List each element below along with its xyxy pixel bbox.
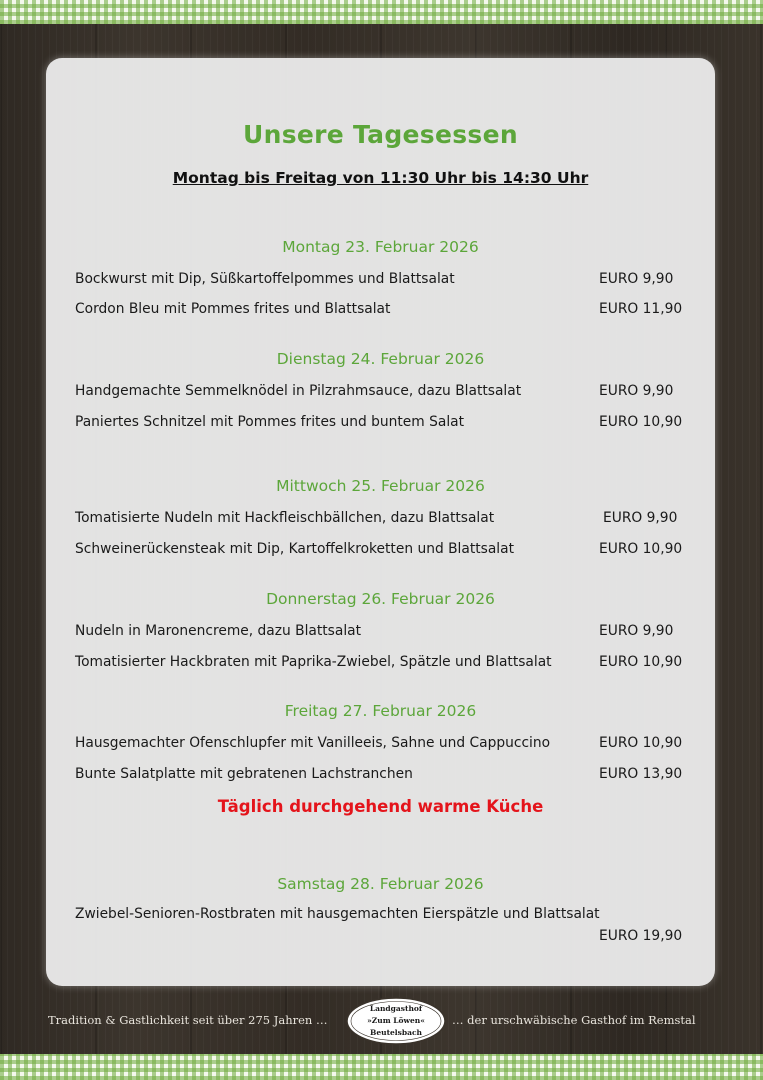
dish-name: Zwiebel-Senioren-Rostbraten mit hausgemachten Eierspätzle und Blattsalat [75, 906, 600, 922]
day-heading-wednesday: Mittwoch 25. Februar 2026 [276, 477, 485, 495]
dish-price: EURO 9,90 [603, 510, 678, 526]
dish-price: EURO 9,90 [599, 383, 674, 399]
dish-price: EURO 13,90 [599, 766, 683, 782]
footer-tagline-left: Tradition & Gastlichkeit seit über 275 Jahren … [48, 1013, 328, 1027]
dish-name: Bockwurst mit Dip, Süßkartoffelpommes und Blattsalat [75, 271, 455, 287]
dish-name: Nudeln in Maronencreme, dazu Blattsalat [75, 623, 362, 639]
gingham-border-top [0, 0, 763, 24]
logo-line-3: Beutelsbach [370, 1028, 422, 1037]
dish-price: EURO 11,90 [599, 301, 683, 317]
footer-tagline-right: … der urschwäbische Gasthof im Remstal [452, 1013, 696, 1027]
dish-price: EURO 9,90 [599, 623, 674, 639]
dish-price: EURO 10,90 [599, 735, 683, 751]
dish-price: EURO 19,90 [599, 928, 683, 944]
logo-line-2: »Zum Löwen« [367, 1016, 425, 1025]
dish-name: Hausgemachter Ofenschlupfer mit Vanilleeis, Sahne und Cappuccino [75, 735, 551, 751]
dish-name: Paniertes Schnitzel mit Pommes frites und buntem Salat [75, 414, 465, 430]
dish-price: EURO 10,90 [599, 541, 683, 557]
day-heading-saturday: Samstag 28. Februar 2026 [277, 875, 484, 893]
gingham-border-bottom [0, 1054, 763, 1080]
dish-name: Schweinerückensteak mit Dip, Kartoffelkroketten und Blattsalat [75, 541, 515, 557]
dish-name: Tomatisierte Nudeln mit Hackfleischbällchen, dazu Blattsalat [75, 510, 495, 526]
gasthof-logo [345, 996, 447, 1046]
day-heading-friday: Freitag 27. Februar 2026 [284, 702, 477, 720]
dish-name: Bunte Salatplatte mit gebratenen Lachstranchen [75, 766, 413, 782]
dish-name: Handgemachte Semmelknödel in Pilzrahmsauce, dazu Blattsalat [75, 383, 522, 399]
day-heading-thursday: Donnerstag 26. Februar 2026 [266, 590, 495, 608]
logo-line-1: Landgasthof [369, 1004, 423, 1013]
dish-price: EURO 10,90 [599, 414, 683, 430]
dish-name: Tomatisierter Hackbraten mit Paprika-Zwiebel, Spätzle und Blattsalat [75, 654, 552, 670]
day-heading-tuesday: Dienstag 24. Februar 2026 [276, 350, 485, 368]
menu-panel [46, 58, 715, 986]
dish-name: Cordon Bleu mit Pommes frites und Blattsalat [75, 301, 391, 317]
day-heading-monday: Montag 23. Februar 2026 [282, 238, 479, 256]
dish-price: EURO 9,90 [599, 271, 674, 287]
dish-price: EURO 10,90 [599, 654, 683, 670]
page-title: Unsere Tagesessen [243, 120, 518, 149]
opening-hours: Montag bis Freitag von 11:30 Uhr bis 14:30 Uhr [172, 169, 589, 187]
warm-kitchen-notice: Täglich durchgehend warme Küche [217, 797, 544, 816]
